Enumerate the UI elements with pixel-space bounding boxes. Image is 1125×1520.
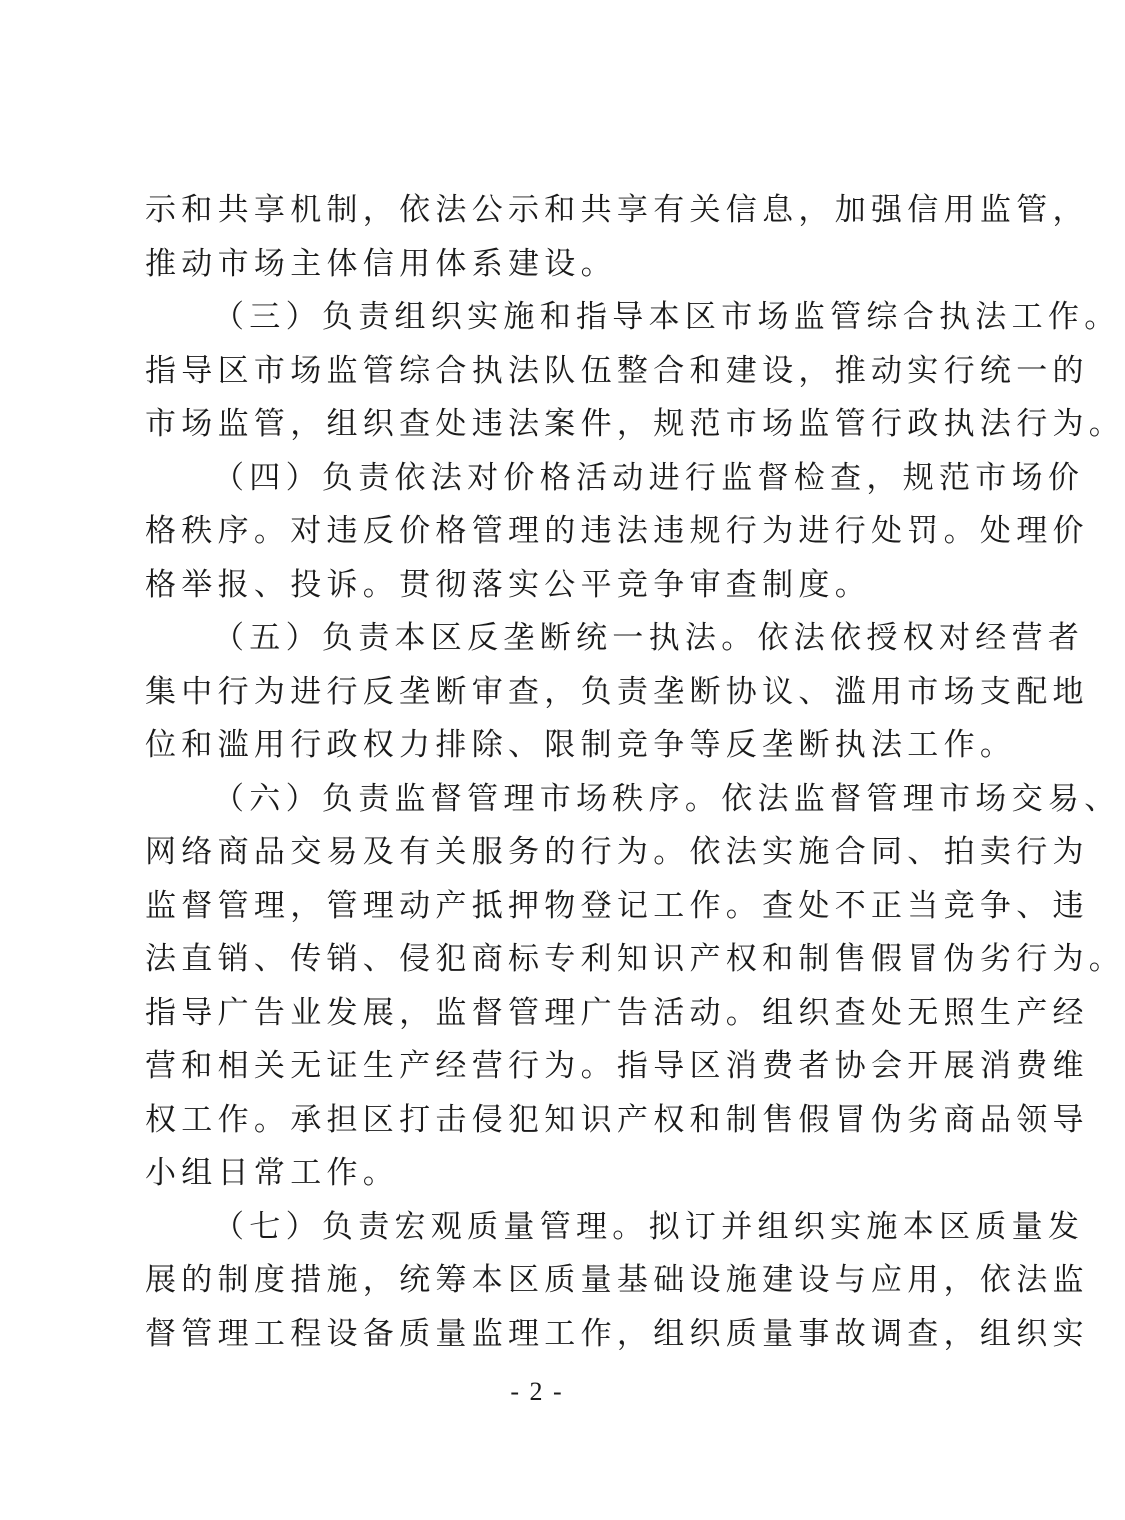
paragraph-start-line: （六）负责监督管理市场秩序。依法监督管理市场交易、 (213, 780, 1121, 817)
paragraph-start-line: （五）负责本区反垄断统一执法。依法依授权对经营者 (213, 620, 1085, 656)
text-line: 督管理工程设备质量监理工作，组织质量事故调查，组织实 (145, 1315, 1089, 1352)
text-line: 格举报、投诉。贯彻落实公平竞争审查制度。 (145, 566, 871, 603)
text-line: 展的制度措施，统筹本区质量基础设施建设与应用，依法监 (145, 1262, 1089, 1298)
paragraph-start-line: （七）负责宏观质量管理。拟订并组织实施本区质量发 (213, 1208, 1085, 1245)
text-line: 格秩序。对违反价格管理的违法违规行为进行处罚。处理价 (145, 513, 1089, 549)
text-line: 营和相关无证生产经营行为。指导区消费者协会开展消费维 (145, 1048, 1089, 1084)
text-line: 网络商品交易及有关服务的行为。依法实施合同、拍卖行为 (145, 834, 1089, 870)
text-line: 推动市场主体信用体系建设。 (145, 245, 617, 282)
body-text (145, 184, 1125, 1361)
page-number: - 2 - (510, 1377, 564, 1406)
text-line: 位和滥用行政权力排除、限制竞争等反垄断执法工作。 (145, 727, 1017, 763)
text-line: 集中行为进行反垄断审查，负责垄断协议、滥用市场支配地 (145, 673, 1089, 710)
text-line: 权工作。承担区打击侵犯知识产权和制售假冒伪劣商品领导 (145, 1101, 1089, 1138)
paragraph-start-line: （四）负责依法对价格活动进行监督检查，规范市场价 (213, 459, 1085, 496)
text-line: 监督管理，管理动产抵押物登记工作。查处不正当竞争、违 (145, 887, 1089, 924)
text-line: 示和共享机制，依法公示和共享有关信息，加强信用监管， (145, 192, 1089, 228)
text-line: 市场监管，组织查处违法案件，规范市场监管行政执法行为。 (145, 406, 1125, 442)
paragraph-start-line: （三）负责组织实施和指导本区市场监管综合执法工作。 (213, 299, 1121, 335)
text-line: 指导广告业发展，监督管理广告活动。组织查处无照生产经 (145, 994, 1089, 1031)
text-line: 法直销、传销、侵犯商标专利知识产权和制售假冒伪劣行为。 (145, 941, 1125, 977)
text-line: 指导区市场监管综合执法队伍整合和建设，推动实行统一的 (145, 352, 1089, 389)
text-line: 小组日常工作。 (145, 1155, 400, 1191)
